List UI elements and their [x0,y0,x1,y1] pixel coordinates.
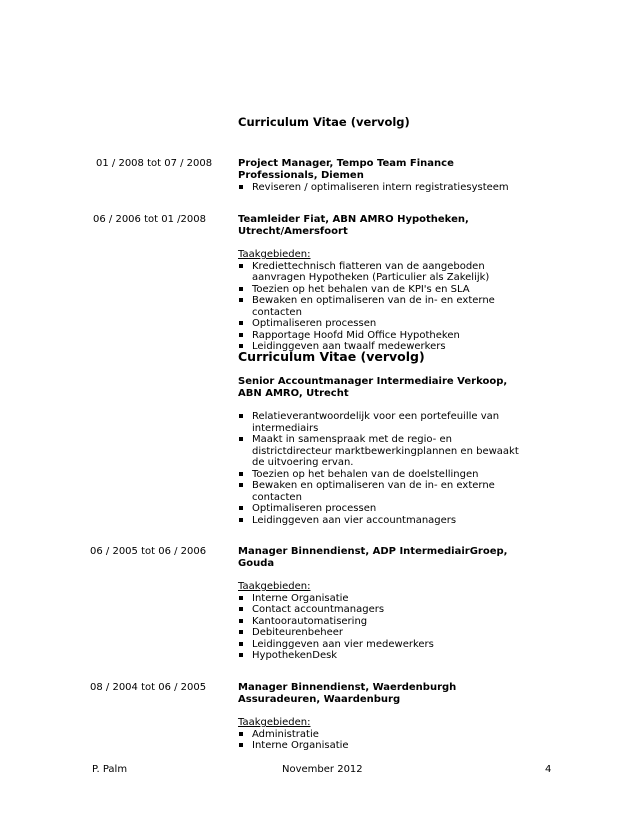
list-item: Leidinggeven aan twaalf medewerkers [238,341,528,353]
entry-title: Manager Binnendienst, Waerdenburgh Assuradeuren, Waardenburg [238,682,457,705]
entry-title: Senior Accountmanager Intermediaire Verkoop, ABN AMRO, Utrecht [238,376,508,399]
list-item: Toezien op het behalen van de KPI's en SLA [238,284,528,296]
list-item: Kantoorautomatisering [238,616,528,628]
list-item: Rapportage Hoofd Mid Office Hypotheken [238,330,528,342]
entry-manager-binnendienst-adp [238,546,528,662]
list-item: Bewaken en optimaliseren van de in- en externe contacten [238,295,528,318]
footer-date: November 2012 [282,764,363,775]
entry-title: Project Manager, Tempo Team Finance Professionals, Diemen [238,158,454,181]
list-item: Optimaliseren processen [238,503,528,515]
list-item: Administratie [238,729,528,741]
list-item: Bewaken en optimaliseren van de in- en externe contacten [238,480,528,503]
entry-manager-binnendienst-waerdenburgh [238,682,528,752]
task-list [238,729,528,752]
list-item: Interne Organisatie [238,740,528,752]
list-item: Relatieverantwoordelijk voor een portefeuille van intermediairs [238,411,528,434]
entry-senior-accountmanager [238,376,528,526]
footer-author: P. Palm [92,764,128,775]
task-list [238,593,528,662]
section-label: Taakgebieden: [238,249,311,260]
entry-date: 01 / 2008 tot 07 / 2008 [96,158,213,169]
task-list [238,261,528,353]
entry-teamleider [238,214,528,353]
section-title: Curriculum Vitae (vervolg) [238,349,425,364]
entry-project-manager [238,158,528,194]
list-item: Contact accountmanagers [238,604,528,616]
entry-title: Teamleider Fiat, ABN AMRO Hypotheken, Utrecht/Amersfoort [238,214,469,237]
list-item: Krediettechnisch fiatteren van de aangeboden aanvragen Hypotheken (Particulier als Zakelijk) [238,261,528,284]
entry-date: 06 / 2006 tot 01 /2008 [93,214,206,225]
task-list [238,182,528,194]
entry-date: 06 / 2005 tot 06 / 2006 [90,546,207,557]
list-item: Leidinggeven aan vier medewerkers [238,639,528,651]
entry-title: Manager Binnendienst, ADP IntermediairGroep, Gouda [238,546,508,569]
list-item: Reviseren / optimaliseren intern registratiesysteem [238,182,528,194]
list-item: Interne Organisatie [238,593,528,605]
section-label: Taakgebieden: [238,581,311,592]
page-title: Curriculum Vitae (vervolg) [238,115,410,129]
list-item: Leidinggeven aan vier accountmanagers [238,515,528,527]
list-item: HypothekenDesk [238,650,528,662]
list-item: Optimaliseren processen [238,318,528,330]
list-item: Debiteurenbeheer [238,627,528,639]
list-item: Maakt in samenspraak met de regio- en districtdirecteur marktbewerkingplannen en bewaakt de uitvoering ervan. [238,434,528,469]
list-item: Toezien op het behalen van de doelstellingen [238,469,528,481]
section-label: Taakgebieden: [238,717,311,728]
task-list [238,411,528,526]
page-number: 4 [545,764,552,775]
entry-date: 08 / 2004 tot 06 / 2005 [90,682,207,693]
